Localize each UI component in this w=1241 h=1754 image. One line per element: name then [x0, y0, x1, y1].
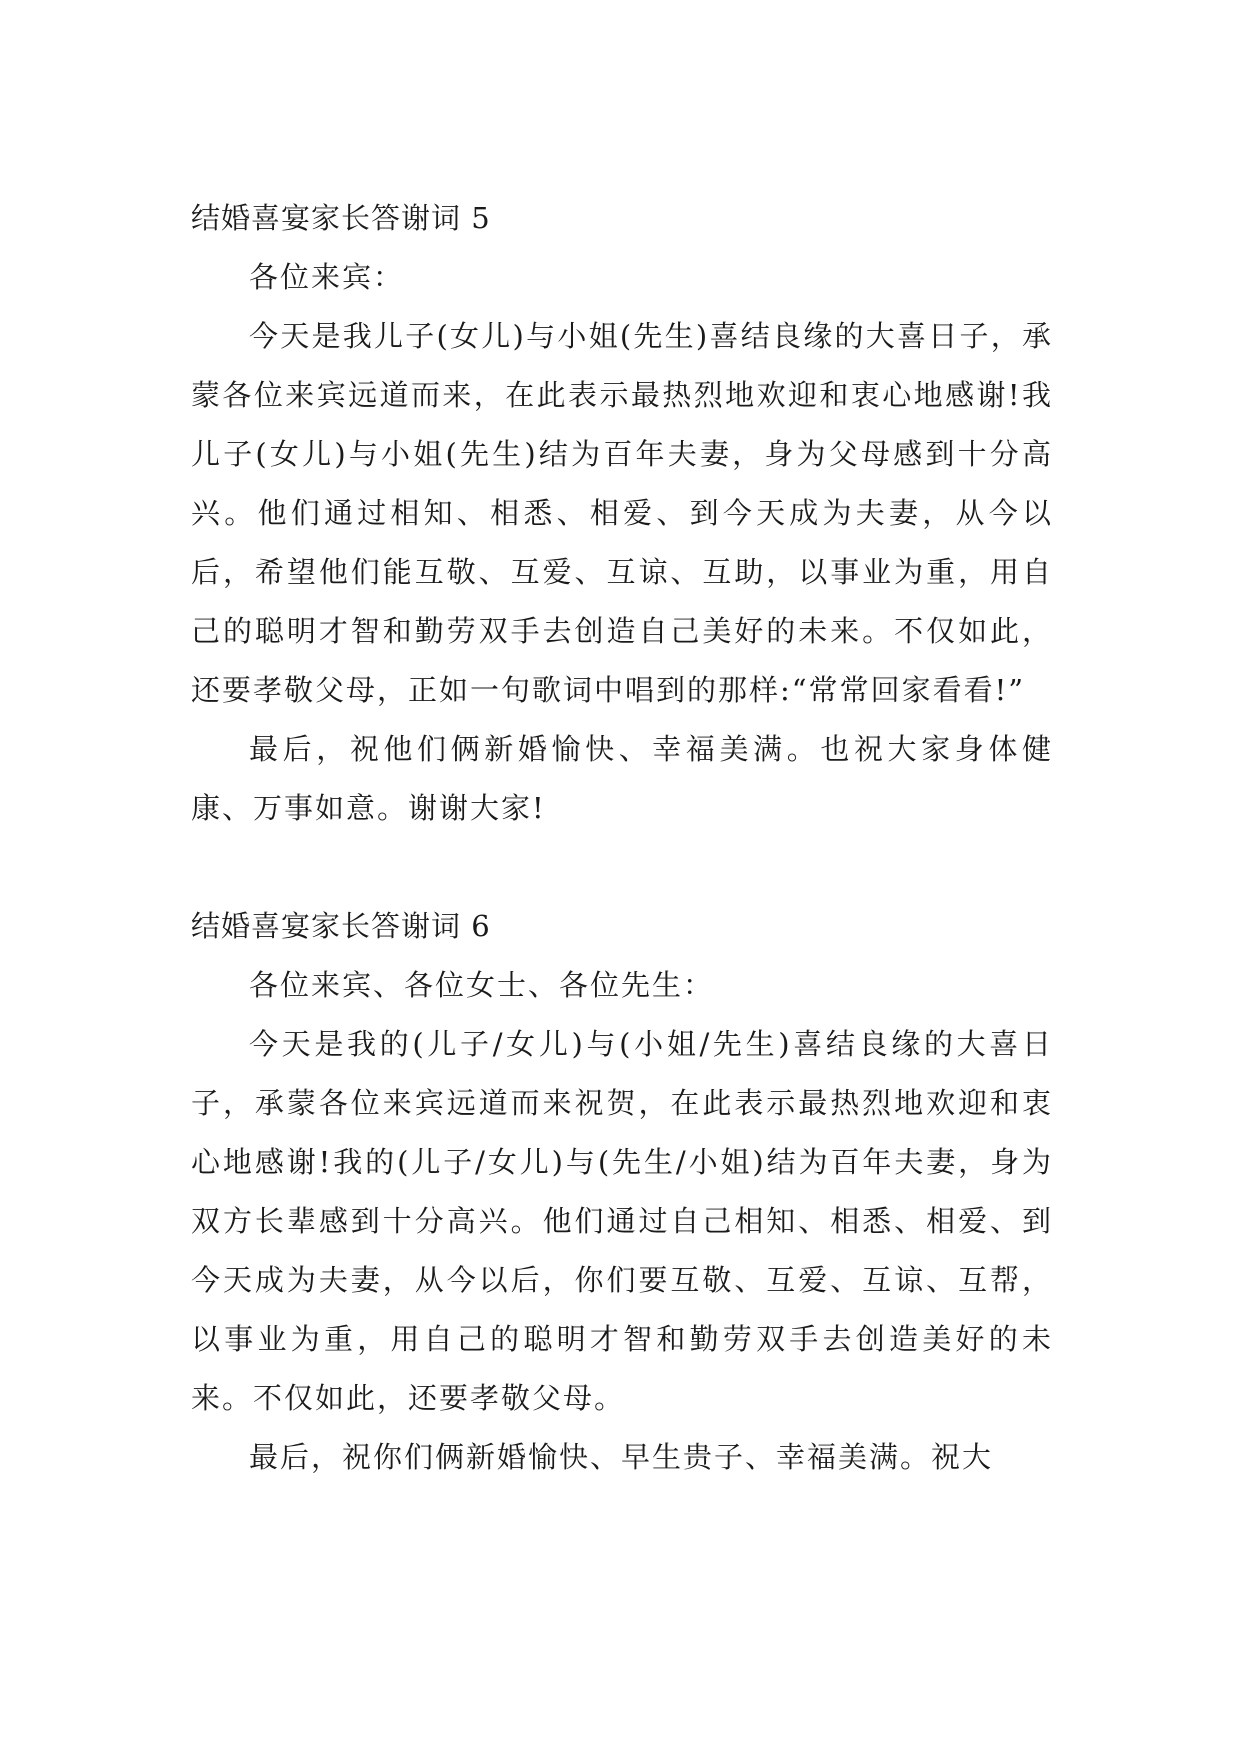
- section-title: 结婚喜宴家长答谢词 5: [191, 201, 491, 235]
- body-paragraph: 今天是我儿子(女儿)与小姐(先生)喜结良缘的大喜日子，承蒙各位来宾远道而来，在此表示最热烈地欢迎和衷心地感谢!我儿子(女儿)与小姐(先生)结为百年夫妻，身为父母感到十分高兴。他们通过相知、相悉、相爱、到今天成为夫妻，从今以后，希望他们能互敬、互爱、互谅、互助，以事业为重，用自己的聪明才智和勤劳双手去创造自己美好的未来。不仅如此，还要孝敬父母，正如一句歌词中唱到的那样:“常常回家看看!”: [191, 319, 1053, 707]
- salutation-paragraph: 各位来宾：: [249, 260, 405, 294]
- salutation-paragraph: 各位来宾、各位女士、各位先生：: [249, 968, 715, 1002]
- section-title: 结婚喜宴家长答谢词 6: [191, 909, 491, 943]
- document-body: [191, 189, 1053, 1487]
- closing-paragraph: 最后，祝你们俩新婚愉快、早生贵子、幸福美满。祝大: [249, 1440, 994, 1474]
- speech-section-6: [191, 897, 1053, 1487]
- closing-paragraph: 最后，祝他们俩新婚愉快、幸福美满。也祝大家身体健康、万事如意。谢谢大家!: [191, 732, 1053, 825]
- speech-section-5: [191, 189, 1053, 838]
- body-paragraph: 今天是我的(儿子/女儿)与(小姐/先生)喜结良缘的大喜日子，承蒙各位来宾远道而来祝贺，在此表示最热烈地欢迎和衷心地感谢!我的(儿子/女儿)与(先生/小姐)结为百年夫妻，身为双方长辈感到十分高兴。他们通过自己相知、相悉、相爱、到今天成为夫妻，从今以后，你们要互敬、互爱、互谅、互帮，以事业为重，用自己的聪明才智和勤劳双手去创造美好的未来。不仅如此，还要孝敬父母。: [191, 1027, 1053, 1415]
